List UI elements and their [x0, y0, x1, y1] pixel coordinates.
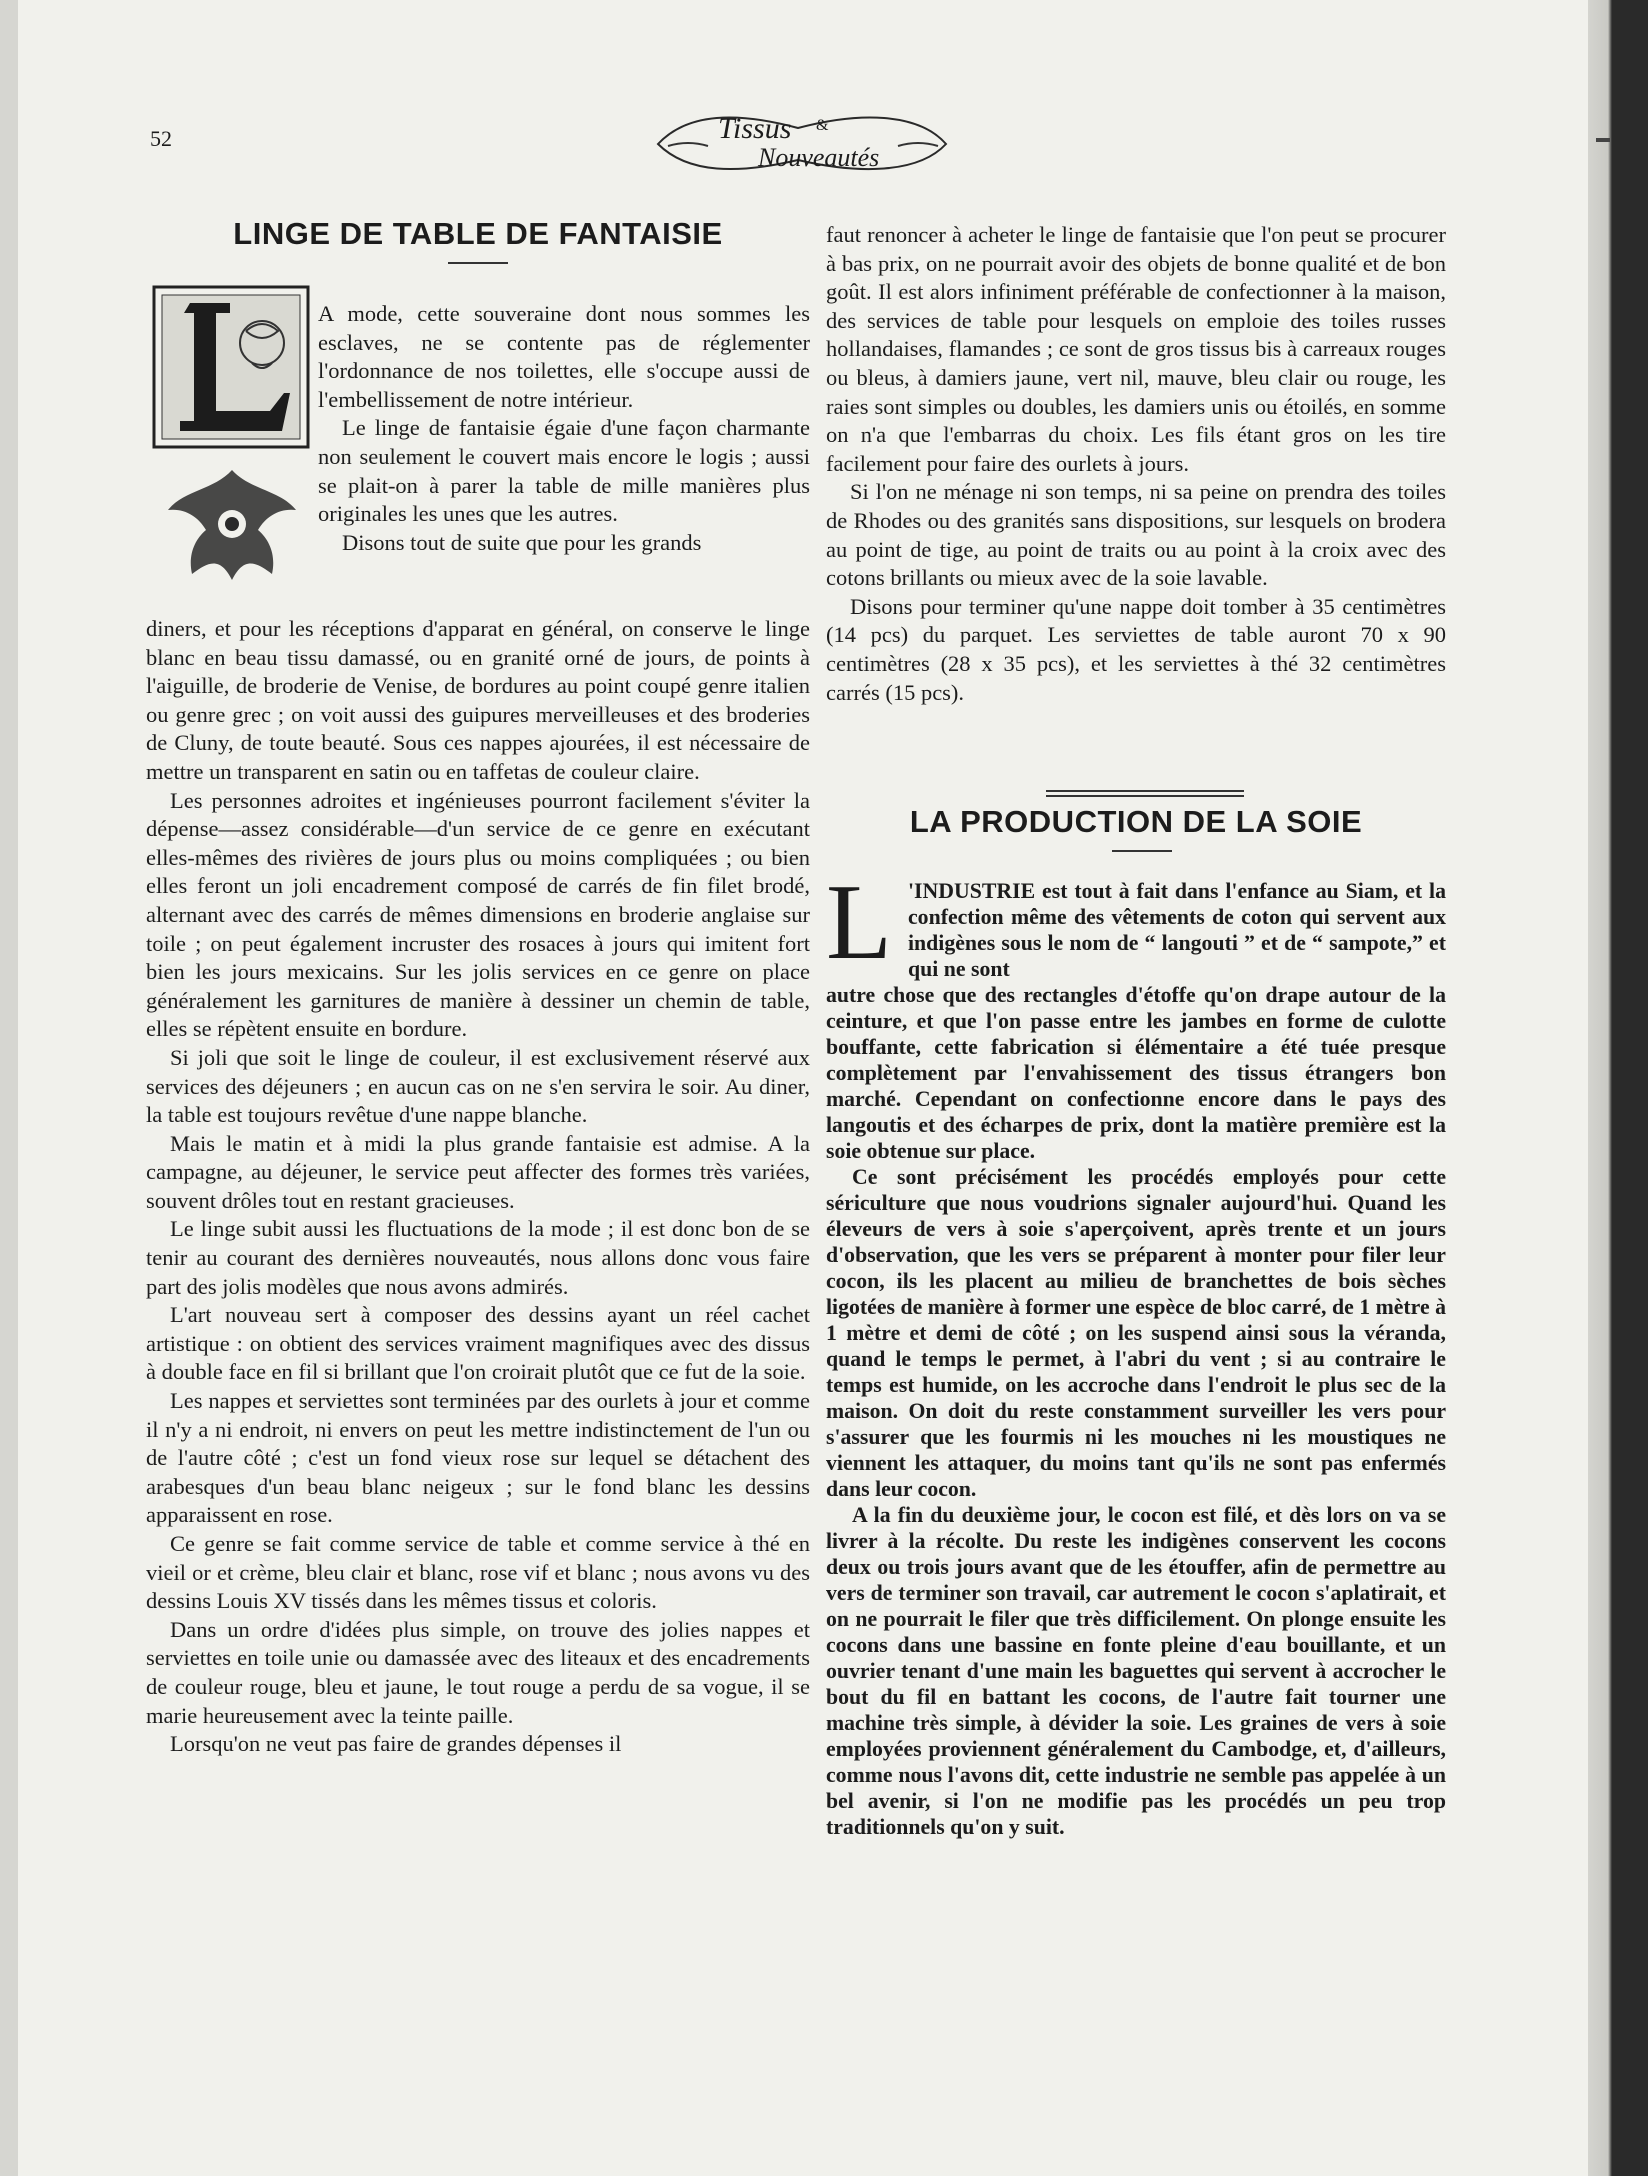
paragraph: Lorsqu'on ne veut pas faire de grandes dépenses il — [170, 1731, 622, 1757]
paragraph: A la fin du deuxième jour, le cocon est filé, et dès lors on va se livrer à la récolte. Du reste les indigènes conservent les cocons deux ou trois jours avant que de les étouffer, afin de permettre au vers de terminer son travail, car autrement le cocon s'aplatirait, et on ne pourrait le filer que très difficilement. On plonge ensuite les cocons dans une bassine en fonte pleine d'eau bouillante, et un ouvrier tenant d'une main les baguettes qui servent à accrocher le bout du fil en battant les cocons, de l'autre fait tourner une machine très simple, à dévider la soie. Les graines de vers à soie employées proviennent généralement du Cambodge, et, d'ailleurs, comme nous l'avons dit, cette industrie ne semble pas appelée à un bel avenir, si l'on ne modifie pas les procédés un peu trop traditionnels qu'on y suit. — [826, 1503, 1446, 1839]
silk-article-body — [826, 863, 1446, 1840]
paragraph: Les personnes adroites et ingénieuses pourront facilement s'éviter la dépense—assez considérable—d'un service de ce genre en exécutant elles-mêmes des rivières de jours plus ou moins compliquées ; ou bien elles feront un joli encadrement composé de carrés de fin filet brodé, alternant avec des carrés de mêmes dimensions en broderie anglaise sur toile ; on peut également incruster des rosaces à jours qui imitent fort bien les jours mexicains. Sur les jolis services en ce genre on place généralement les garnitures de manière à dessiner un chemin de table, elles se répètent ensuite en bordure. — [146, 787, 810, 1042]
paragraph: faut renoncer à acheter le linge de fantaisie que l'on peut se procurer à bas prix, on ne pourrait avoir des objets de bonne qualité et de bon goût. Il est alors infiniment préférable de confectionner à la maison, des services de table pour lesquels on emploie des toiles russes hollandaises, flamandes ; ce sont de gros tissus bis à carreaux rouges ou bleus, à damiers jaune, vert nil, mauve, bleu clair ou rouge, les raies sont simples ou doubles, les damiers unis ou étoilés, en somme on n'a que l'embarras du choix. Les fils étant gros on les tire facilement pour faire des ourlets à jours. — [826, 222, 1446, 476]
paragraph: diners, et pour les réceptions d'apparat en général, on conserve le linge blanc en beau tissu damassé, ou en granité orné de jours, de points à l'aiguille, de broderie de Venise, de bordures au point coupé genre italien ou genre grec ; on voit aussi des guipures merveilleuses et des broderies de Cluny, de toute beauté. Sous ces nappes ajourées, il est nécessaire de mettre un transparent en satin ou en taffetas de couleur claire. — [146, 616, 810, 784]
paragraph: Le linge subit aussi les fluctuations de la mode ; il est donc bon de se tenir au courant des dernières nouveautés, nous allons donc vous faire part des jolis modèles que nous avons admirés. — [146, 1216, 810, 1299]
paragraph: Mais le matin et à midi la plus grande fantaisie est admise. A la campagne, au déjeuner, le service peut affecter des formes très variées, souvent drôles tout en restant gracieuses. — [146, 1130, 810, 1213]
paragraph: Ce genre se fait comme service de table et comme service à thé en vieil or et crème, bleu clair et blanc, rose vif et blanc ; nous avons vu des dessins Louis XV tissés dans les mêmes tissus et coloris. — [146, 1531, 810, 1614]
title-underline — [448, 262, 508, 264]
svg-text:Tissus: Tissus — [718, 112, 792, 145]
right-column-top — [826, 221, 1446, 707]
paragraph: Disons pour terminer qu'une nappe doit tomber à 35 centimètres (14 pcs) du parquet. Les serviettes de table auront 70 x 90 centimètres (28 x 35 pcs), et les serviettes à thé 32 centimètres carrés (15 pcs). — [826, 593, 1446, 705]
masthead-logo-graphic — [648, 104, 956, 180]
silk-lead — [826, 863, 1446, 982]
paragraph: Si l'on ne ménage ni son temps, ni sa peine on prendra des toiles de Rhodes ou des granités sans dispositions, sur lesquels on brodera au point de tige, au point de traits ou au point à la croix avec des cotons brillants ou mieux avec de la soie lavable. — [826, 479, 1446, 591]
left-column — [146, 615, 810, 1759]
silk-lead-text: 'INDUSTRIE est tout à fait dans l'enfance au Siam, et la confection même des vêtements de coton qui servent aux indigènes sous le nom de “ langouti ” et de “ sampote,” et qui ne sont — [908, 879, 1446, 981]
page-binding-edge — [1588, 0, 1648, 2176]
paragraph: Disons tout de suite que pour les grands — [342, 529, 702, 555]
page-number: 52 — [150, 126, 172, 151]
svg-text:Nouveautés: Nouveautés — [758, 143, 880, 172]
floral-ornament-icon — [154, 460, 310, 590]
article-title-linge: LINGE DE TABLE DE FANTAISIE — [233, 216, 723, 251]
section-divider — [1046, 790, 1244, 797]
dropcap-l-icon — [150, 283, 312, 451]
title-underline — [1112, 850, 1172, 852]
paragraph: Dans un ordre d'idées plus simple, on trouve des jolies nappes et serviettes en toile unie ou damassée avec des liteaux et des encadrements de couleur rouge, bleu et jaune, le tout rouge a perdu de sa vogue, il se marie heureusement avec la teinte paille. — [146, 1616, 810, 1728]
masthead-logo — [648, 104, 956, 180]
paragraph: Si joli que soit le linge de couleur, il est exclusivement réservé aux services des déjeuners ; en aucun cas on ne s'en servira le soir. Au diner, la table est toujours revêtue d'une nappe blanche. — [146, 1044, 810, 1128]
paragraph: Les nappes et serviettes sont terminées par des ourlets à jour et comme il n'y a ni endroit, ni envers on peut les mettre indistinctement de l'un ou de l'autre côté ; c'est un fond vieux rose sur lequel se détachent des arabesques d'un beau blanc neigeux ; sur le fond blanc les dessins apparaissent en rose. — [146, 1388, 810, 1528]
intro-text-block — [318, 300, 810, 557]
article-title-soie: LA PRODUCTION DE LA SOIE — [909, 804, 1363, 839]
paragraph: L'art nouveau sert à composer des dessins ayant un réel cachet artistique : on obtient des services vraiment magnifiques avec des dissus à double face en fil si brillant que l'on croirait plutôt que ce fut de la soie. — [146, 1302, 810, 1385]
dropcap-ornament — [150, 283, 312, 451]
paragraph: autre chose que des rectangles d'étoffe qu'on drape autour de la ceinture, et que l'on passe entre les jambes en forme de culotte bouffante, cette fabrication si élémentaire a été tuée presque complètement par l'envahissement des tissus étrangers bon marché. Cependant on confectionne encore dans le pays des langoutis et des écharpes de prix, dont la matière première est la soie obtenue sur place. — [826, 983, 1446, 1163]
floral-ornament — [154, 460, 310, 590]
left-page-edge — [0, 0, 18, 2176]
paragraph: Le linge de fantaisie égaie d'une façon charmante non seulement le couvert mais encore le logis ; aussi se plait-on à parer la table de mille manières plus originales les unes que les autres. — [318, 415, 810, 527]
binding-mark — [1596, 138, 1610, 142]
svg-text:&: & — [816, 117, 829, 134]
dropcap-letter-silk: L — [826, 863, 892, 982]
paragraph-intro: A mode, cette souveraine dont nous sommes les esclaves, ne se contente pas de réglementer l'ordonnance de nos toilettes, elle s'occupe aussi de l'embellissement de notre intérieur. — [318, 301, 810, 412]
paragraph: Ce sont précisément les procédés employés pour cette sériculture que nous voudrions signaler aujourd'hui. Quand les éleveurs de vers à soie s'aperçoivent, après trente et un jours d'observation, que les vers se préparent à monter pour filer leur cocon, ils les placent au milieu de branchettes de bois sèches ligotées de manière à former une espèce de bloc carré, de 1 mètre à 1 mètre et demi de côté ; on les suspend ainsi sous la véranda, quand le temps le permet, à l'abri du vent ; si au contraire le temps est humide, on les accroche dans l'endroit le plus sec de la maison. On doit du reste constamment surveiller les vers pour s'assurer que les fourmis ni les mouches ni les moustiques ne viennent les attaquer, du moins tant qu'ils ne sont pas enfermés dans leur cocon. — [826, 1165, 1446, 1501]
